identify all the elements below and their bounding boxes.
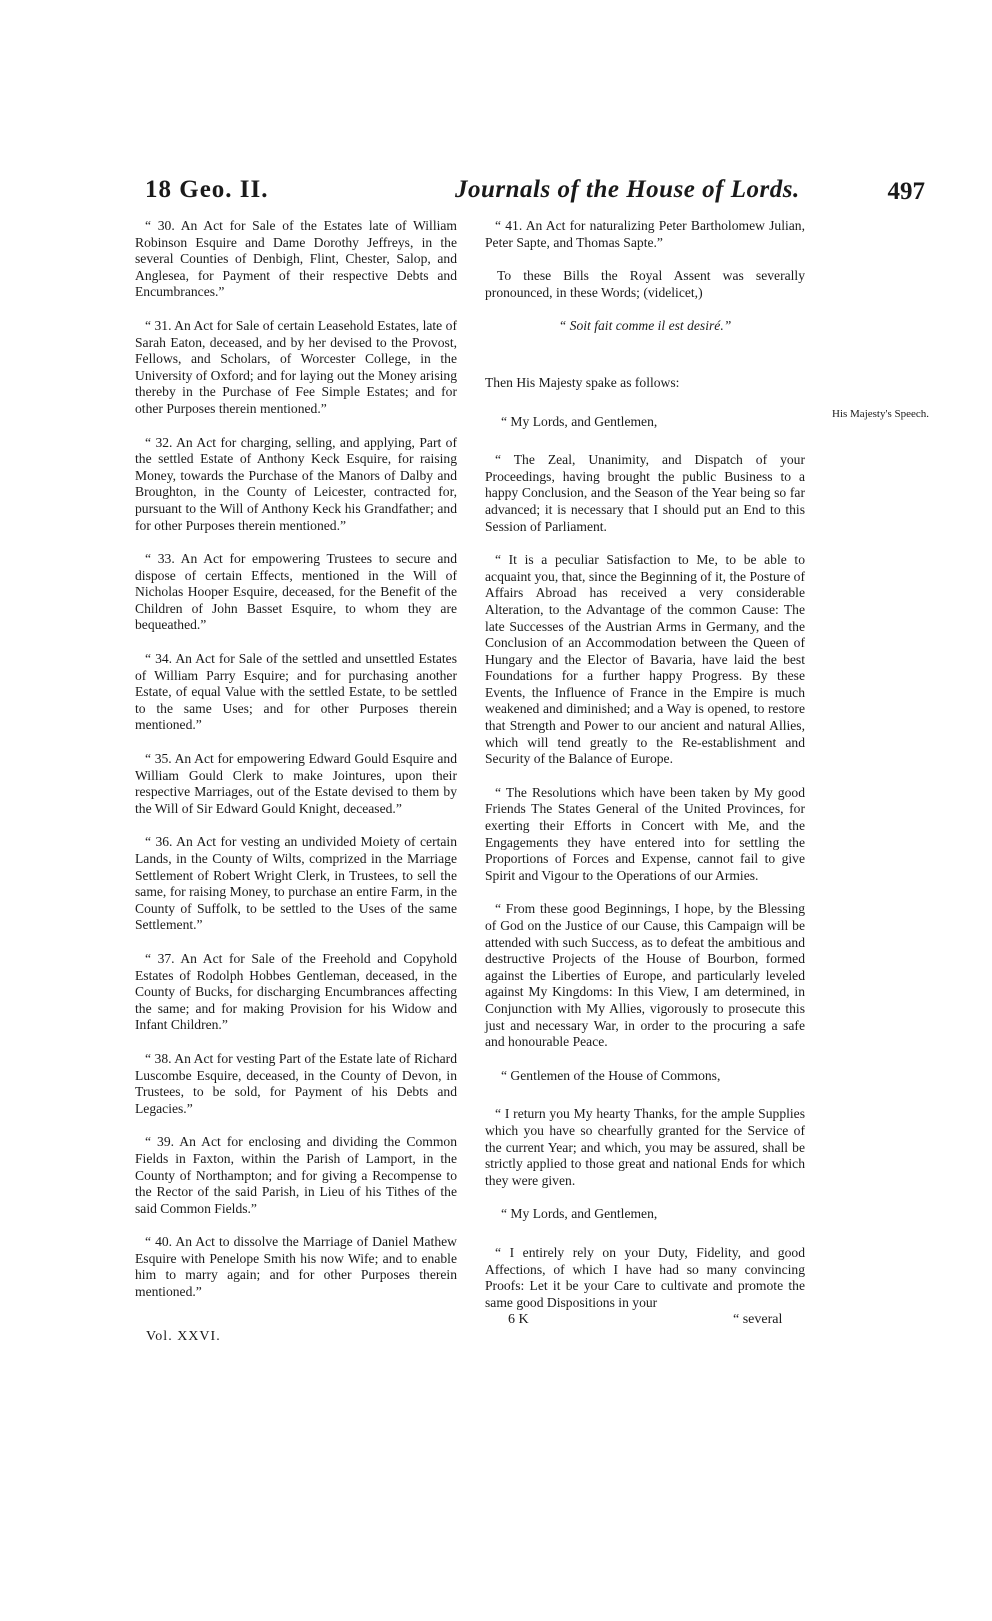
bill-33: “ 33. An Act for empowering Trustees to secure and dispose of certain Effects, mentioned in the Will of Nicholas Hooper Esquire, deceased, for the Benefit of the Children of John Basset Esquire, to whom they are bequeathed.” bbox=[135, 551, 457, 633]
speech-para-4: “ From these good Beginnings, I hope, by the Blessing of God on the Justice of our Cause, this Campaign will be attended with such Success, as to defeat the ambitious and destructive Projects of the House of Bourbon, formed against the Liberties of Europe, and particularly leveled against My Kingdoms: In this View, I am determined, in Conjunction with My Allies, vigorously to prosecute this just and necessary War, in order to the procuring a safe and honourable Peace. bbox=[485, 901, 805, 1050]
catchword: “ several bbox=[733, 1312, 783, 1327]
bill-35: “ 35. An Act for empowering Edward Gould Esquire and William Gould Clerk to make Jointures, upon their respective Marriages, out of the Estate devised to them by the Will of Sir Edward Gould Knight, deceased.” bbox=[135, 751, 457, 816]
bill-39: “ 39. An Act for enclosing and dividing the Common Fields in Faxton, within the Parish of Lamport, in the County of Northampton; and for giving a Recompense to the Rector of the said Parish, in Lieu of his Tithes of the said Common Fields.” bbox=[135, 1134, 457, 1216]
speech-para-1: “ The Zeal, Unanimity, and Dispatch of your Proceedings, having brought the public Business to a happy Conclusion, and the Season of the Year being so far advanced; it is necessary that I should put an End to this Session of Parliament. bbox=[485, 452, 805, 534]
bill-30: “ 30. An Act for Sale of the Estates late of William Robinson Esquire and Dame Dorothy Jeffreys, in the several Counties of Denbigh, Flint, Chester, Salop, and Anglesea, for Payment of their respective Debts and Encumbrances.” bbox=[135, 218, 457, 300]
volume-number: Vol. XXVI. bbox=[146, 1329, 221, 1344]
bill-34: “ 34. An Act for Sale of the settled and unsettled Estates of William Parry Esquire; and for purchasing another Estate, of equal Value with the settled Estate, to be settled to the same Uses; and for other Purposes therein mentioned.” bbox=[135, 651, 457, 733]
speech-para-2: “ It is a peculiar Satisfaction to Me, to be able to acquaint you, that, since the Beginning of it, the Posture of Affairs Abroad has received a very considerable Alteration, to the Advantage of the common Cause: The late Successes of the Austrian Arms in Germany, and the Conclusion of an Accommodation between the Queen of Hungary and the Elector of Bavaria, have laid the best Foundations for a further happy Progress. By these Events, the Influence of France in the Empire is much weakened and diminished; and a Way is opened, to restore that Strength and Power to our ancient and natural Allies, which will tend greatly to the Re-establishment and Security of the Balance of Europe. bbox=[485, 552, 805, 767]
running-title: Journals of the House of Lords. bbox=[455, 176, 800, 203]
bill-41: “ 41. An Act for naturalizing Peter Bartholomew Julian, Peter Sapte, and Thomas Sapte.” bbox=[485, 218, 805, 250]
speech-para-5: “ I return you My hearty Thanks, for the ample Supplies which you have so chearfully granted for the Service of the current Year; and which, you may be assured, shall be strictly applied to those great and national Ends for which they were given. bbox=[485, 1106, 805, 1188]
bill-38: “ 38. An Act for vesting Part of the Estate late of Richard Luscombe Esquire, deceased, in the County of Devon, in Trustees, to be sold, for Payment of his Debts and Legacies.” bbox=[135, 1050, 457, 1116]
bill-36: “ 36. An Act for vesting an undivided Moiety of certain Lands, in the County of Wilts, comprized in the Marriage Settlement of Robert Wright Clerk, in Trustees, to sell the same, for raising Money, to purchase an entire Farm, in the County of Suffolk, to be settled to the Uses of the same Settlement.” bbox=[135, 834, 457, 933]
speech-address-lords-2: “ My Lords, and Gentlemen, bbox=[501, 1206, 658, 1222]
speech-para-3: “ The Resolutions which have been taken by My good Friends The States General of the United Provinces, for exerting their Efforts in Concert with Me, and the Engagements they have entered into for settling the Proportions of Forces and Expense, cannot fail to give Spirit and Vigour to the Operations of our Armies. bbox=[485, 784, 805, 883]
speech-intro: Then His Majesty spake as follows: bbox=[485, 374, 680, 390]
speech-para-6: “ I entirely rely on your Duty, Fidelity, and good Affections, of which I have had so many convincing Proofs: Let it be your Care to cultivate and promote the same good Dispositions in your bbox=[485, 1244, 805, 1310]
speech-address-lords: “ My Lords, and Gentlemen, bbox=[501, 413, 658, 429]
page-number: 497 bbox=[887, 178, 925, 205]
assent-formula: “ Soit fait comme il est desiré.” bbox=[558, 318, 732, 334]
regnal-year: 18 Geo. II. bbox=[145, 176, 269, 203]
left-column bbox=[135, 218, 457, 1318]
margin-note: His Majesty's Speech. bbox=[832, 408, 929, 420]
right-column bbox=[485, 218, 805, 1311]
royal-assent: To these Bills the Royal Assent was severally pronounced, in these Words; (videlicet,) bbox=[485, 268, 805, 300]
speech-address-commons: “ Gentlemen of the House of Commons, bbox=[501, 1067, 721, 1083]
signature-mark: 6 K bbox=[508, 1312, 529, 1327]
bill-31: “ 31. An Act for Sale of certain Leasehold Estates, late of Sarah Eaton, deceased, and by her devised to the Provost, Fellows, and Scholars, of Worcester College, in the University of Oxford; and for laying out the Money arising thereby in the Purchase of Fee Simple Estates; and for other Purposes therein mentioned.” bbox=[135, 317, 457, 416]
bill-40: “ 40. An Act to dissolve the Marriage of Daniel Mathew Esquire with Penelope Smith his now Wife; and to enable him to marry again; and for other Purposes therein mentioned.” bbox=[135, 1234, 457, 1300]
bill-32: “ 32. An Act for charging, selling, and applying, Part of the settled Estate of Anthony Keck Esquire, for raising Money, towards the Purchase of the Manors of Dalby and Broughton, in the County of Leicester, contracted for, pursuant to the Will of Anthony Keck his Grandfather; and for other Purposes therein mentioned.” bbox=[135, 434, 457, 533]
bill-37: “ 37. An Act for Sale of the Freehold and Copyhold Estates of Rodolph Hobbes Gentleman, deceased, in the County of Bucks, for discharging Encumbrances affecting the same; and for making Provision for his Widow and Infant Children.” bbox=[135, 950, 457, 1033]
page-header bbox=[145, 176, 925, 216]
